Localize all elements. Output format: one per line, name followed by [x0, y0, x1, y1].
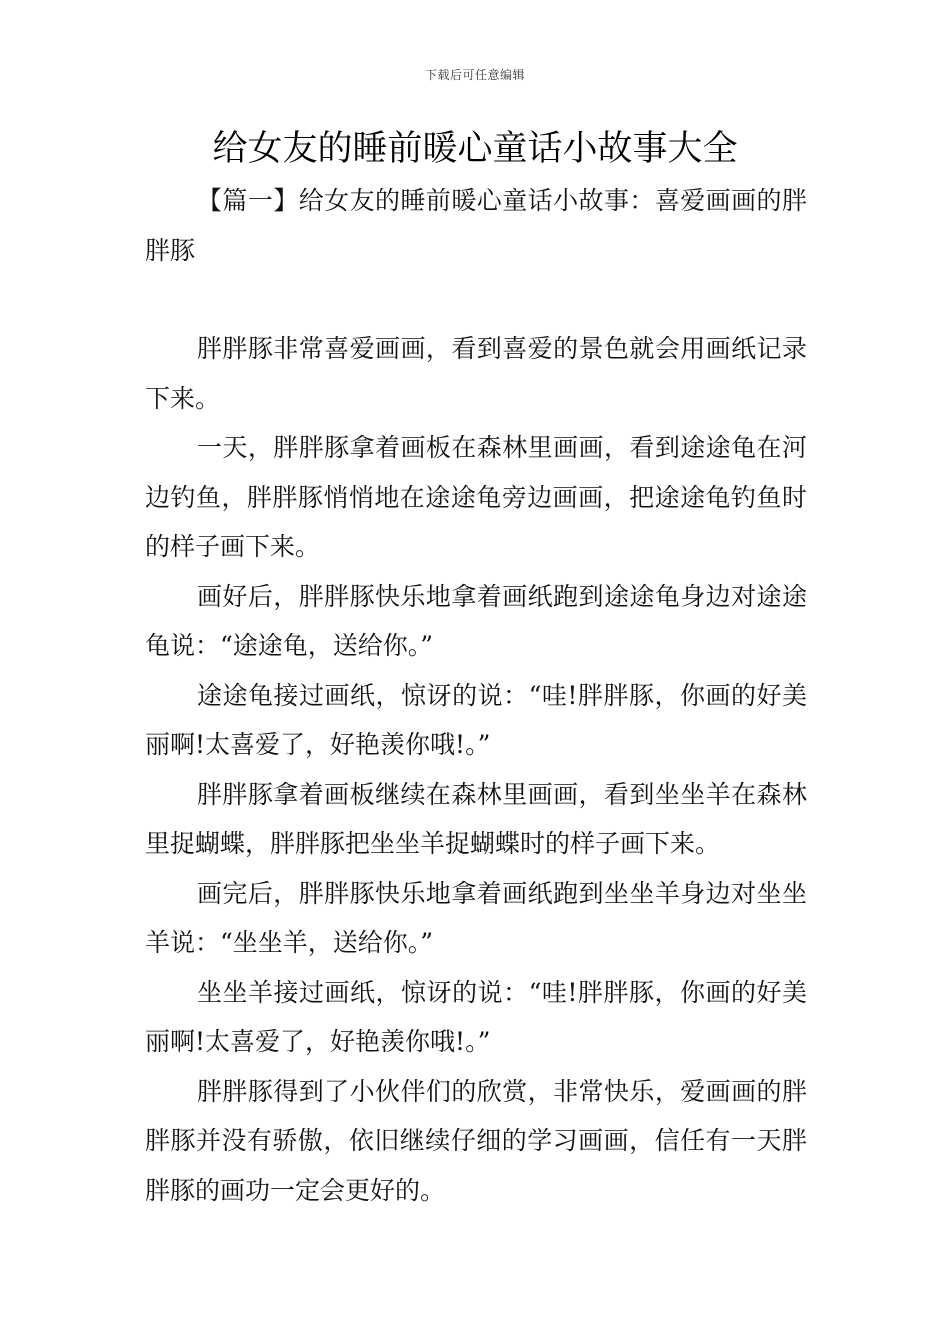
paragraph: 画好后，胖胖豚快乐地拿着画纸跑到途途龟身边对途途龟说：“途途龟，送给你。” [145, 581, 807, 660]
paragraph: 胖胖豚得到了小伙伴们的欣赏，非常快乐，爱画画的胖胖豚并没有骄傲，依旧继续仔细的学习画画，信任有一天胖胖豚的画功一定会更好的。 [145, 1076, 807, 1205]
paragraph: 一天，胖胖豚拿着画板在森林里画画，看到途途龟在河边钓鱼，胖胖豚悄悄地在途途龟旁边画画，把途途龟钓鱼时的样子画下来。 [145, 433, 807, 561]
document-body [145, 176, 807, 1215]
paragraph: 胖胖豚非常喜爱画画，看到喜爱的景色就会用画纸记录下来。 [145, 334, 807, 413]
paragraph: 胖胖豚拿着画板继续在森林里画画，看到坐坐羊在森林里捉蝴蝶，胖胖豚把坐坐羊捉蝴蝶时的样子画下来。 [145, 779, 807, 858]
section-subtitle: 【篇一】给女友的睡前暖心童话小故事：喜爱画画的胖胖豚 [145, 186, 807, 265]
header-note: 下载后可任意编辑 [424, 68, 525, 82]
paragraph: 画完后，胖胖豚快乐地拿着画纸跑到坐坐羊身边对坐坐羊说：“坐坐羊，送给你。” [145, 878, 807, 957]
paragraph: 途途龟接过画纸，惊讶的说：“哇!胖胖豚，你画的好美丽啊!太喜爱了，好艳羡你哦!。” [145, 680, 807, 759]
paragraph: 坐坐羊接过画纸，惊讶的说：“哇!胖胖豚，你画的好美丽啊!太喜爱了，好艳羡你哦!。” [145, 977, 807, 1056]
document-title: 给女友的睡前暖心童话小故事大全 [212, 129, 738, 169]
